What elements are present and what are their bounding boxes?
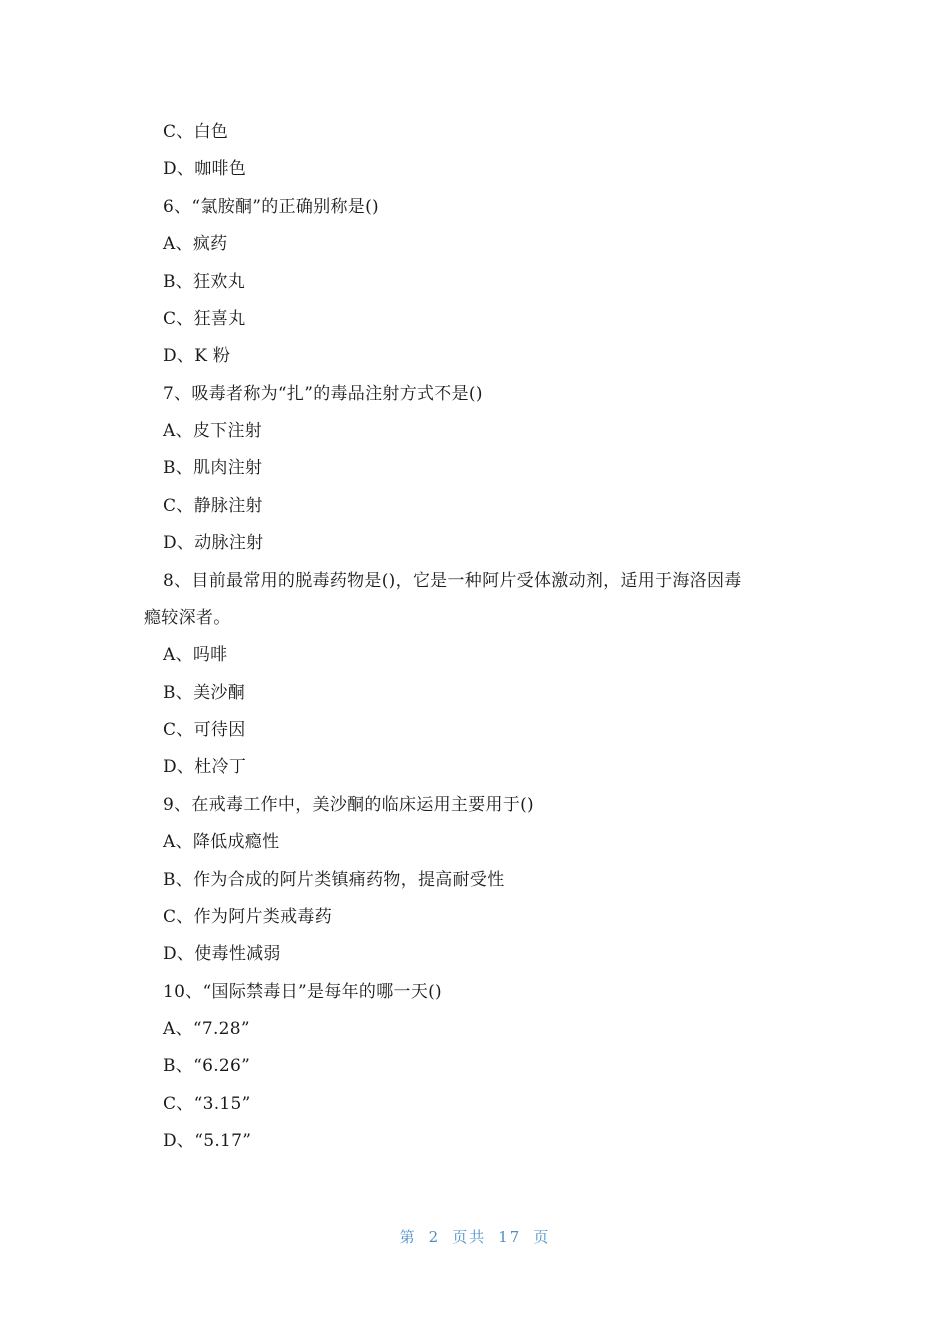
option-a-q6: A、疯药 [163,234,228,254]
option-b-q6: B、狂欢丸 [163,272,245,292]
option-d-q6: D、K 粉 [163,346,231,366]
question-9: 9、在戒毒工作中，美沙酮的临床运用主要用于() [163,795,534,815]
option-c-q10: C、“3.15” [163,1094,251,1114]
option-c-q8: C、可待因 [163,720,246,740]
option-d-q8: D、杜冷丁 [163,757,247,777]
option-b-q9: B、作为合成的阿片类镇痛药物，提高耐受性 [163,870,505,890]
footer-current-page: 2 [428,1228,441,1246]
footer-total-pages: 17 [498,1228,522,1246]
footer-middle: 页共 [452,1228,487,1246]
footer-suffix: 页 [533,1228,551,1246]
option-d-q10: D、“5.17” [163,1131,252,1151]
option-a-q9: A、降低成瘾性 [163,832,280,852]
question-6: 6、“氯胺酮”的正确别称是() [163,197,379,217]
option-b-q8: B、美沙酮 [163,683,245,703]
option-a-q8: A、吗啡 [163,645,228,665]
option-d-q5: D、咖啡色 [163,159,247,179]
question-8-continued: 瘾较深者。 [144,608,231,628]
question-8: 8、目前最常用的脱毒药物是()，它是一种阿片受体激动剂，适用于海洛因毒 [163,571,742,591]
option-c-q9: C、作为阿片类戒毒药 [163,907,333,927]
option-c-q7: C、静脉注射 [163,496,263,516]
option-d-q9: D、使毒性减弱 [163,944,281,964]
option-a-q7: A、皮下注射 [163,421,263,441]
question-7: 7、吸毒者称为“扎”的毒品注射方式不是() [163,384,483,404]
page-footer [0,1226,950,1248]
option-b-q7: B、肌肉注射 [163,458,263,478]
question-10: 10、“国际禁毒日”是每年的哪一天() [163,982,442,1002]
option-c-q6: C、狂喜丸 [163,309,246,329]
option-b-q10: B、“6.26” [163,1056,251,1076]
footer-prefix: 第 [399,1228,417,1246]
option-a-q10: A、“7.28” [163,1019,250,1039]
option-c-q5: C、白色 [163,122,229,142]
option-d-q7: D、动脉注射 [163,533,264,553]
